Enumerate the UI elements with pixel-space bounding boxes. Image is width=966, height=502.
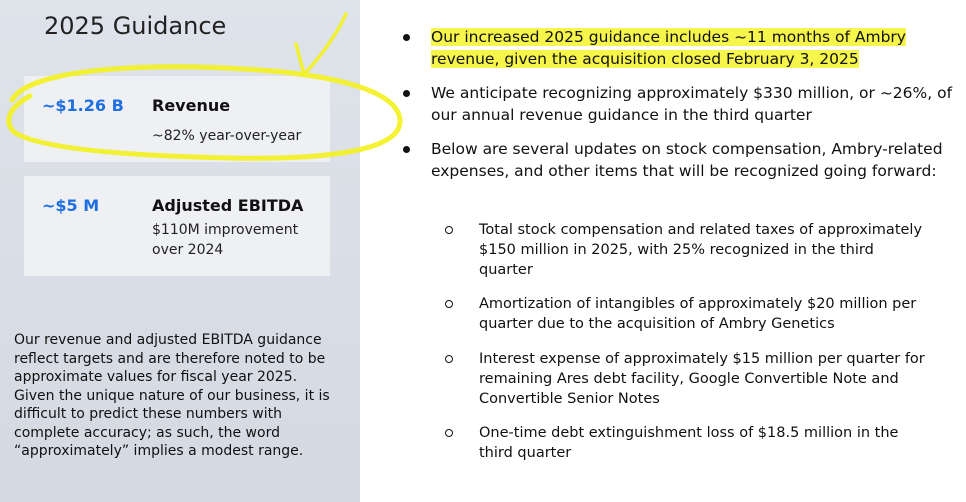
bullet-dot-icon (403, 34, 410, 41)
revenue-card (24, 76, 330, 162)
sub-bullet-text: Amortization of intangibles of approximately $20 million per quarter due to the acquisition of Ambry Genetics (479, 296, 917, 332)
ebitda-label: Adjusted EBITDA (152, 196, 304, 215)
bullet-dot-icon (403, 146, 410, 153)
bullet-text: Below are several updates on stock compensation, Ambry-related expenses, and other items that will be recognized going forward: (431, 140, 943, 180)
revenue-subtext: ~82% year-over-year (152, 128, 302, 144)
revenue-label: Revenue (152, 96, 231, 115)
sub-bullet-item (445, 294, 925, 334)
hollow-bullet-icon (445, 355, 453, 363)
ebitda-value: ~$5 M (42, 196, 100, 215)
sub-bullet-item (445, 220, 925, 280)
sub-bullet-text: Interest expense of approximately $15 million per quarter for remaining Ares debt facility, Google Convertible Note and Convertible Senior Notes (479, 351, 925, 407)
sub-bullet-text: One-time debt extinguishment loss of $18.5 million in the third quarter (479, 425, 899, 461)
sub-bullet-text: Total stock compensation and related taxes of approximately $150 million in 2025, with 25% recognized in the third quarter (479, 222, 923, 278)
ebitda-card (24, 176, 330, 276)
guidance-panel (0, 0, 360, 502)
sub-bullet-item (445, 349, 925, 409)
bullet-text-highlighted: Our increased 2025 guidance includes ~11 months of Ambry revenue, given the acquisition closed February 3, 2025 (431, 28, 906, 68)
bullet-item (395, 26, 955, 70)
guidance-footnote: Our revenue and adjusted EBITDA guidance reflect targets and are therefore noted to be approximate values for fiscal year 2025. Given the unique nature of our business, it is difficult to predict these numbers with complete accuracy; as such, the word “approximately” implies a modest range. (14, 332, 330, 459)
bullet-text: We anticipate recognizing approximately $330 million, or ~26%, of our annual revenue guidance in the third quarter (431, 84, 953, 124)
hollow-bullet-icon (445, 429, 453, 437)
revenue-value: ~$1.26 B (42, 96, 124, 115)
hollow-bullet-icon (445, 226, 453, 234)
bullet-dot-icon (403, 90, 410, 97)
page-title: 2025 Guidance (44, 12, 227, 40)
hollow-bullet-icon (445, 300, 453, 308)
ebitda-subtext: $110M improvement over 2024 (152, 222, 299, 258)
sub-bullet-item (445, 423, 925, 463)
bullet-item (395, 82, 955, 126)
bullet-item (395, 138, 955, 182)
